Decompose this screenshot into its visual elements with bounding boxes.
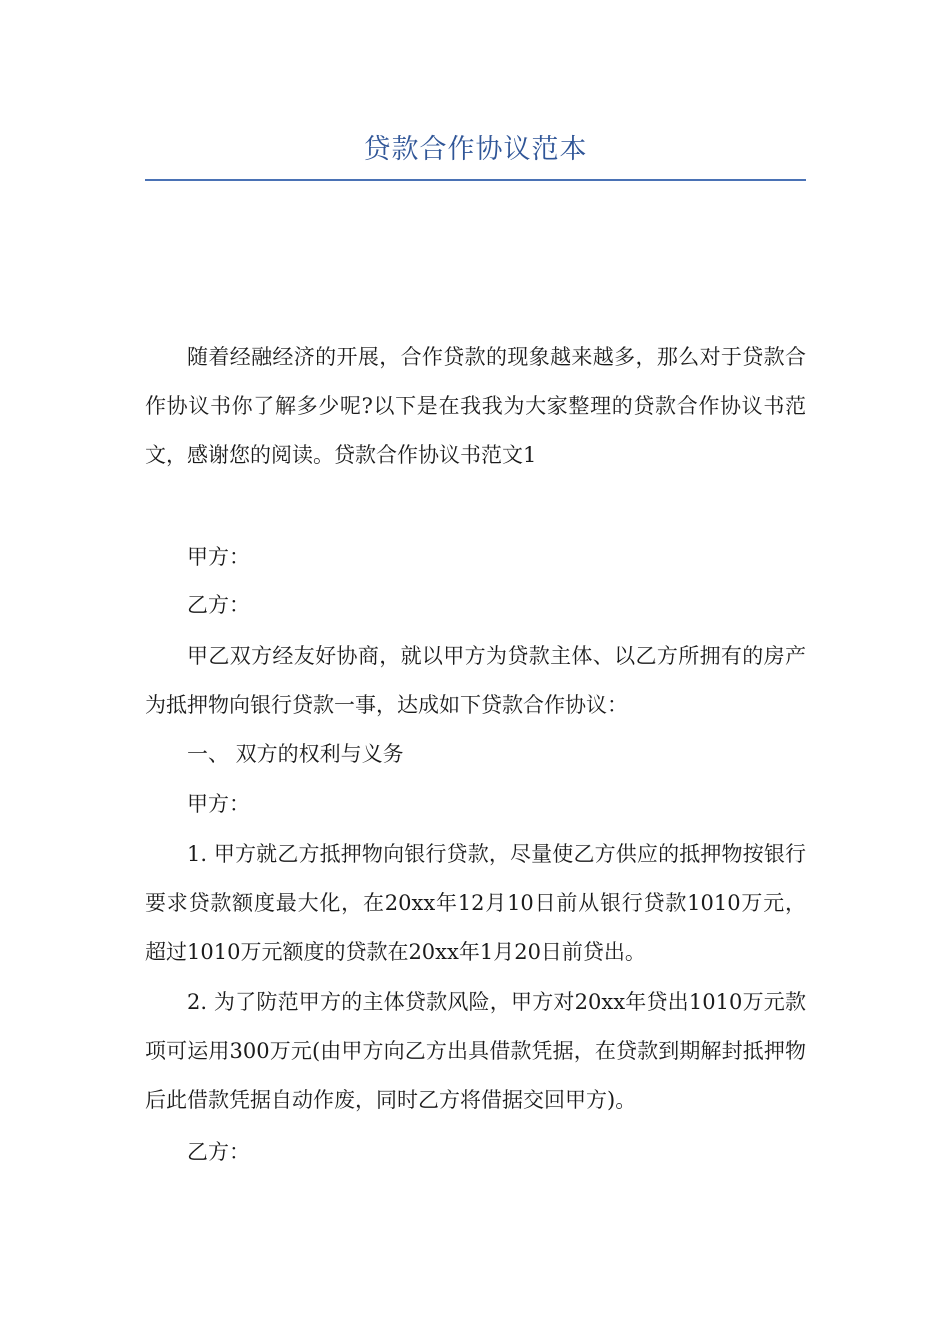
section-1-title: 一、 双方的权利与义务 xyxy=(187,742,404,766)
party-b-heading-line xyxy=(145,1128,806,1177)
clause-2-text: 2. 为了防范甲方的主体贷款风险，甲方对20xx年贷出1010万元款项可运用300万元(由甲方向乙方出具借款凭据，在贷款到期解封抵押物后此借款凭据自动作废，同时乙方将借据交回甲方)。 xyxy=(145,990,806,1112)
party-a-label: 甲方： xyxy=(187,545,250,569)
party-b-line xyxy=(145,581,806,630)
clause-1-paragraph xyxy=(145,830,806,977)
party-a-heading-line xyxy=(145,780,806,829)
clause-2-paragraph xyxy=(145,978,806,1125)
intro-text: 随着经融经济的开展，合作贷款的现象越来越多，那么对于贷款合作协议书你了解多少呢?以下是在我我为大家整理的贷款合作协议书范文，感谢您的阅读。贷款合作协议书范文1 xyxy=(145,345,806,467)
document-title: 贷款合作协议范本 xyxy=(363,134,588,165)
intro-paragraph xyxy=(145,333,806,480)
clause-1-text: 1. 甲方就乙方抵押物向银行贷款，尽量使乙方供应的抵押物按银行要求贷款额度最大化，在20xx年12月10日前从银行贷款1010万元，超过1010万元额度的贷款在20xx年1月20日前贷出。 xyxy=(145,842,806,964)
title-underline xyxy=(145,179,806,181)
section-heading xyxy=(145,730,806,779)
party-b-label: 乙方： xyxy=(187,593,250,617)
party-a-heading: 甲方： xyxy=(187,792,250,816)
agreement-paragraph xyxy=(145,632,806,730)
agreement-text: 甲乙双方经友好协商，就以甲方为贷款主体、以乙方所拥有的房产为抵押物向银行贷款一事，达成如下贷款合作协议： xyxy=(145,644,806,717)
party-b-heading: 乙方： xyxy=(187,1140,250,1164)
party-a-line xyxy=(145,533,806,582)
